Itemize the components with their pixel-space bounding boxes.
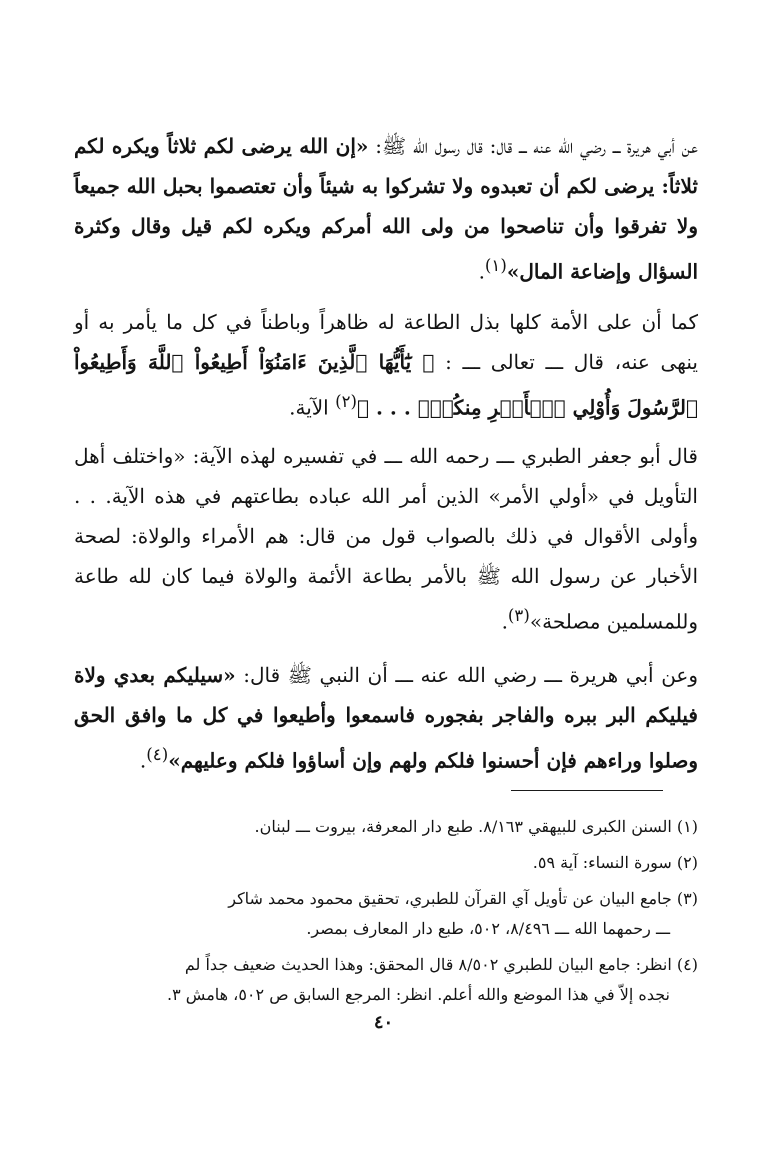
footnote-continuation: ـــ رحمهما الله ـــ ٨/٤٩٦، ٥٠٢، طبع دار المعارف بمصر. [306, 919, 670, 938]
paragraph-text: قال أبو جعفر الطبري ـــ رحمه الله ـــ في تفسيره لهذه الآية: «واختلف أهل التأويل في «أولي الأمر» الذين أمر الله عباده بطاعتهم في هذه الآية. . . وأولى الأقوال في ذلك بالصواب قول من قال: هم الأمراء والولاة: لصحة الأخبار عن رسول الله ﷺ بالأمر بطاعة الأئمة والولاة فيما كان لله طاعة وللمسلمين مصلحة» [74, 444, 698, 634]
footnote-continuation: نجده إلاّ في هذا الموضع والله أعلم. انظر: المرجع السابق ص ٥٠٢، هامش ٣. [167, 985, 670, 1004]
paragraph-hadith-rulers [74, 655, 698, 781]
paragraph-intro-text: عن أبي هريرة ـــ رضي الله عنه ـــ قال: قال رسول الله ﷺ: [368, 134, 698, 158]
sentence-end: . [478, 259, 485, 284]
footnote-reference: (٤) [146, 745, 169, 764]
footnote-text: انظر: جامع البيان للطبري ٨/٥٠٢ قال المحقق: وهذا الحديث ضعيف جداً لم [184, 955, 672, 974]
paragraph-obedience-verse [74, 302, 698, 428]
footnote-number: (١) [676, 817, 698, 836]
quran-verse: ﴿ يَٰٓأَيُّهَا ٱلَّذِينَ ءَامَنُوٓاْ أَطِيعُواْ ٱللَّهَ وَأَطِيعُواْ ٱلرَّسُولَ وَأُوْلِي ٱلۡأَمۡرِ مِنكُمۡۖ . . . ﴾ [74, 350, 698, 420]
sentence-end: . [139, 748, 147, 773]
footnote-text: السنن الكبرى للبيهقي ٨/١٦٣. طبع دار المعرفة، بيروت ـــ لبنان. [254, 817, 672, 836]
footnotes-section [74, 812, 698, 1016]
paragraph-intro-text: وعن أبي هريرة ـــ رضي الله عنه ـــ أن النبي ﷺ قال: [235, 663, 699, 687]
footnote-number: (٢) [676, 853, 698, 872]
page-number: ٤٠ [373, 1012, 394, 1033]
footnote-reference: (١) [484, 256, 507, 275]
footnote-item [74, 884, 698, 944]
paragraph-text: كما أن على الأمة كلها بذل الطاعة له ظاهراً وباطناً في كل ما يأمر به أو ينهى عنه، قال ـــ تعالى ـــ : [74, 310, 698, 374]
footnote-reference: (٣) [507, 606, 530, 625]
sentence-end: الآية. [289, 395, 336, 420]
footnote-divider [511, 790, 663, 791]
footnote-item [74, 812, 698, 842]
sentence-end: . [501, 609, 508, 634]
footnote-number: (٣) [676, 889, 698, 908]
paragraph-hadith-three-things [74, 126, 698, 292]
hadith-quote: «سيليكم بعدي ولاة فيليكم البر ببره والفاجر بفجوره فاسمعوا وأطيعوا في كل ما وافق الحق وصلوا وراءهم فإن أحسنوا فلكم ولهم وإن أساؤوا فلكم وعليهم» [74, 663, 698, 773]
footnote-text: جامع البيان عن تأويل آي القرآن للطبري، تحقيق محمود محمد شاكر [228, 889, 672, 908]
paragraph-tabari-tafsir [74, 436, 698, 642]
footnote-number: (٤) [676, 955, 698, 974]
footnote-text: سورة النساء: آية ٥٩. [532, 853, 672, 872]
hadith-quote: «إن الله يرضى لكم ثلاثاً ويكره لكم ثلاثاً: يرضى لكم أن تعبدوه ولا تشركوا به شيئاً وأن تعتصموا بحبل الله جميعاً ولا تفرقوا وأن تناصحوا من ولى الله أمركم ويكره لكم قيل وقال وكثرة السؤال وإضاعة المال» [74, 134, 698, 284]
footnote-item [74, 950, 698, 1010]
footnote-item [74, 848, 698, 878]
footnote-reference: (٢) [335, 392, 358, 411]
